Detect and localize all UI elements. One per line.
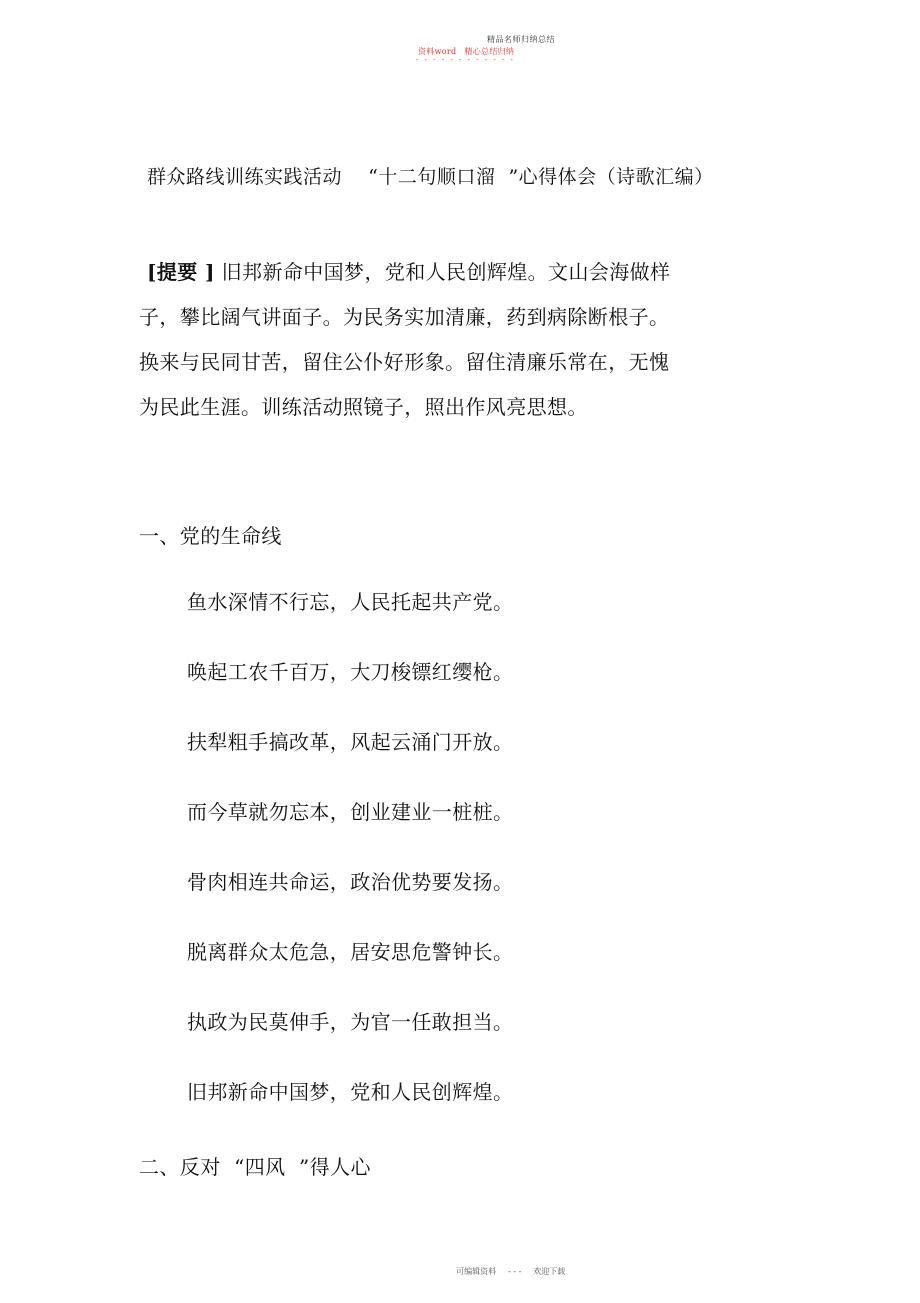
poem-line: 唤起工农千百万，大刀梭镖红缨枪。: [187, 660, 514, 684]
section-heading-1: 一、党的生命线: [139, 524, 282, 548]
document-title: 群众路线训练实践活动 “十二句顺口溜 ”心得体会（诗歌汇编）: [147, 166, 714, 188]
poem-line: 执政为民莫伸手，为官一任敢担当。: [187, 1010, 514, 1034]
poem-line: 鱼水深情不行忘，人民托起共产党。: [187, 590, 514, 614]
poem-line: 而今草就勿忘本，创业建业一桩桩。: [187, 800, 514, 824]
summary-line: 子，攀比阔气讲面子。为民务实加清廉，药到病除断根子。: [139, 305, 670, 329]
summary-line: 换来与民同甘苦，留住公仆好形象。留住清廉乐常在，无愧: [139, 350, 670, 374]
summary-line: 为民此生涯。训练活动照镜子，照出作风亮思想。: [139, 395, 588, 419]
page-footer: [451, 1257, 565, 1277]
summary-label: [提要 ]: [147, 260, 215, 284]
header-dash-rule: - - - - - - - - - - - -: [416, 56, 515, 64]
header-watermark-top: 精品名师归纳总结: [487, 35, 555, 44]
summary-line: [139, 256, 739, 301]
footer-right: 欢迎下载: [533, 1267, 566, 1276]
summary-paragraph: [139, 256, 739, 436]
section-heading-2: 二、反对 “四风 ”得人心: [139, 1155, 371, 1179]
poem-line: 旧邦新命中国梦，党和人民创辉煌。: [187, 1080, 514, 1104]
header-sub-right: 精心总结归纳: [464, 47, 515, 56]
header-sub-left: 资料word: [418, 47, 457, 56]
poem-line: 脱离群众太危急，居安思危警钟长。: [187, 940, 514, 964]
poem-line: 骨肉相连共命运，政治优势要发扬。: [187, 870, 514, 894]
footer-left: 可编辑资料: [456, 1267, 497, 1276]
poem-section-1: [187, 586, 513, 1146]
poem-line: 扶犁粗手搞改革，风起云涌门开放。: [187, 730, 514, 754]
summary-line-text: 旧邦新命中国梦，党和人民创辉煌。文山会海做样: [221, 260, 671, 284]
footer-middle: - - -: [508, 1267, 522, 1276]
